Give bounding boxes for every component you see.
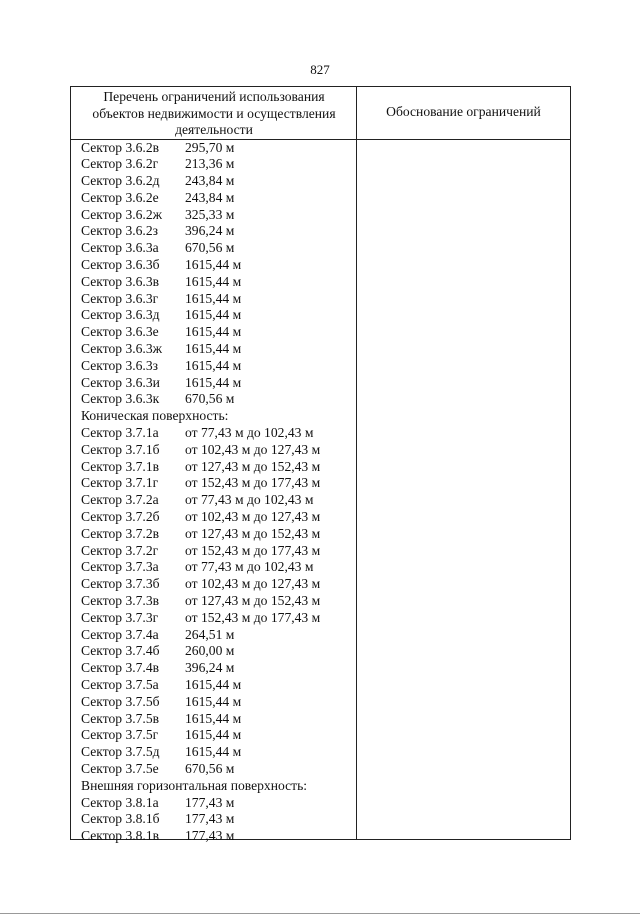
sector-label: Сектор 3.7.1г (81, 475, 159, 491)
sector-label: Сектор 3.7.1а (81, 425, 159, 441)
table-row (81, 610, 353, 627)
table-row (81, 660, 353, 677)
sector-value: 295,70 м (185, 139, 235, 155)
table-row (81, 307, 353, 324)
table-row (81, 257, 353, 274)
section-heading: Внешняя горизонтальная поверхность: (81, 777, 308, 793)
table-row (81, 727, 353, 744)
sector-label: Сектор 3.6.2в (81, 139, 160, 155)
header-left-line: деятельности (175, 122, 253, 137)
sector-value: 1615,44 м (185, 290, 242, 306)
header-left-line: Перечень ограничений использования (103, 89, 325, 104)
table-row (81, 744, 353, 761)
sector-label: Сектор 3.7.3г (81, 609, 159, 625)
table-row (81, 593, 353, 610)
sector-label: Сектор 3.6.3з (81, 357, 159, 373)
sector-label: Сектор 3.6.3к (81, 391, 160, 407)
sector-value: 177,43 м (185, 794, 235, 810)
sector-value: 1615,44 м (185, 744, 242, 760)
table-row (81, 509, 353, 526)
sector-label: Сектор 3.7.2в (81, 525, 160, 541)
sector-label: Сектор 3.6.2з (81, 223, 159, 239)
header-left-line: объектов недвижимости и осуществления (92, 105, 336, 121)
table-row (81, 576, 353, 593)
sector-label: Сектор 3.7.5б (81, 693, 160, 709)
sector-value: 325,33 м (185, 206, 235, 222)
sector-value: 1615,44 м (185, 341, 242, 357)
sector-value: 1615,44 м (185, 307, 242, 323)
sector-label: Сектор 3.7.4а (81, 626, 159, 642)
column-divider (356, 87, 357, 839)
table-row (81, 425, 353, 442)
sector-label: Сектор 3.7.5г (81, 727, 159, 743)
sector-value: от 102,43 м до 127,43 м (185, 576, 321, 592)
table-row (81, 492, 353, 509)
sector-label: Сектор 3.7.3б (81, 576, 160, 592)
table-row (81, 190, 353, 207)
table-row (81, 643, 353, 660)
sector-value: 670,56 м (185, 391, 235, 407)
table-row (81, 358, 353, 375)
sector-label: Сектор 3.7.1б (81, 441, 160, 457)
table-row (81, 140, 353, 157)
table-row (81, 627, 353, 644)
sector-label: Сектор 3.6.3е (81, 324, 159, 340)
sector-value: от 77,43 м до 102,43 м (185, 492, 314, 508)
sector-label: Сектор 3.6.3д (81, 307, 160, 323)
sector-label: Сектор 3.6.2г (81, 156, 159, 172)
sector-label: Сектор 3.7.5е (81, 760, 159, 776)
header-right: Обоснование ограничений (386, 104, 541, 119)
sector-value: 213,36 м (185, 156, 235, 172)
sector-value: от 152,43 м до 177,43 м (185, 609, 321, 625)
sector-label: Сектор 3.6.3и (81, 374, 160, 390)
table-row (81, 240, 353, 257)
sector-value: 1615,44 м (185, 257, 242, 273)
sector-value: 396,24 м (185, 223, 235, 239)
sector-label: Сектор 3.8.1а (81, 794, 159, 810)
table-row (81, 341, 353, 358)
sector-value: 243,84 м (185, 173, 235, 189)
sector-label: Сектор 3.7.1в (81, 458, 160, 474)
sector-value: 1615,44 м (185, 727, 242, 743)
sector-value: от 77,43 м до 102,43 м (185, 425, 314, 441)
sector-value: 177,43 м (185, 811, 235, 827)
table-row (81, 274, 353, 291)
page-bottom-edge (0, 913, 640, 914)
sector-value: 260,00 м (185, 643, 235, 659)
sector-label: Сектор 3.8.1в (81, 828, 160, 844)
table-row (81, 526, 353, 543)
sector-value: 670,56 м (185, 760, 235, 776)
header-left (75, 89, 353, 139)
table-row (81, 156, 353, 173)
sector-label: Сектор 3.8.1б (81, 811, 160, 827)
sector-value: 1615,44 м (185, 693, 242, 709)
sector-value: от 152,43 м до 177,43 м (185, 542, 321, 558)
sector-label: Сектор 3.6.3а (81, 240, 159, 256)
sector-label: Сектор 3.7.4б (81, 643, 160, 659)
sector-value: от 102,43 м до 127,43 м (185, 509, 321, 525)
sector-label: Сектор 3.7.5д (81, 744, 160, 760)
table-rows (81, 140, 353, 845)
sector-value: 1615,44 м (185, 357, 242, 373)
table-row (81, 475, 353, 492)
table-row (81, 375, 353, 392)
sector-value: 1615,44 м (185, 273, 242, 289)
table-row (81, 207, 353, 224)
sector-label: Сектор 3.6.3б (81, 257, 160, 273)
section-heading: Коническая поверхность: (81, 408, 229, 424)
sector-label: Сектор 3.6.3ж (81, 341, 163, 357)
sector-value: от 77,43 м до 102,43 м (185, 559, 314, 575)
table-row (81, 291, 353, 308)
sector-label: Сектор 3.6.3в (81, 273, 160, 289)
sector-value: 396,24 м (185, 660, 235, 676)
table-row (81, 795, 353, 812)
sector-value: 264,51 м (185, 626, 235, 642)
sector-label: Сектор 3.7.3в (81, 593, 160, 609)
sector-value: 1615,44 м (185, 710, 242, 726)
sector-label: Сектор 3.7.2а (81, 492, 159, 508)
table-row (81, 677, 353, 694)
table-row (81, 173, 353, 190)
table-row (81, 559, 353, 576)
table-row (81, 694, 353, 711)
sector-value: 1615,44 м (185, 374, 242, 390)
table-row (81, 543, 353, 560)
table-row (81, 761, 353, 778)
sector-value: 243,84 м (185, 189, 235, 205)
sector-value: от 152,43 м до 177,43 м (185, 475, 321, 491)
sector-value: 670,56 м (185, 240, 235, 256)
table-row (81, 828, 353, 845)
table-row (81, 459, 353, 476)
sector-value: от 102,43 м до 127,43 м (185, 441, 321, 457)
sector-value: 177,43 м (185, 828, 235, 844)
sector-label: Сектор 3.7.3а (81, 559, 159, 575)
sector-label: Сектор 3.6.3г (81, 290, 159, 306)
table-row (81, 711, 353, 728)
sector-value: от 127,43 м до 152,43 м (185, 593, 321, 609)
table-row (81, 223, 353, 240)
sector-label: Сектор 3.7.2б (81, 509, 160, 525)
sector-value: 1615,44 м (185, 677, 242, 692)
sector-label: Сектор 3.7.4в (81, 660, 160, 676)
sector-value: 1615,44 м (185, 324, 242, 340)
sector-label: Сектор 3.7.2г (81, 542, 159, 558)
sector-label: Сектор 3.7.5а (81, 677, 159, 692)
sector-value: от 127,43 м до 152,43 м (185, 525, 321, 541)
sector-label: Сектор 3.6.2ж (81, 206, 163, 222)
table-row (81, 442, 353, 459)
page-number: 827 (310, 62, 330, 77)
table-row (81, 811, 353, 828)
sector-label: Сектор 3.6.2д (81, 173, 160, 189)
sector-value: от 127,43 м до 152,43 м (185, 458, 321, 474)
sector-label: Сектор 3.7.5в (81, 710, 160, 726)
restrictions-table (70, 86, 571, 844)
sector-label: Сектор 3.6.2е (81, 189, 159, 205)
table-row (81, 324, 353, 341)
table-row (81, 391, 353, 408)
